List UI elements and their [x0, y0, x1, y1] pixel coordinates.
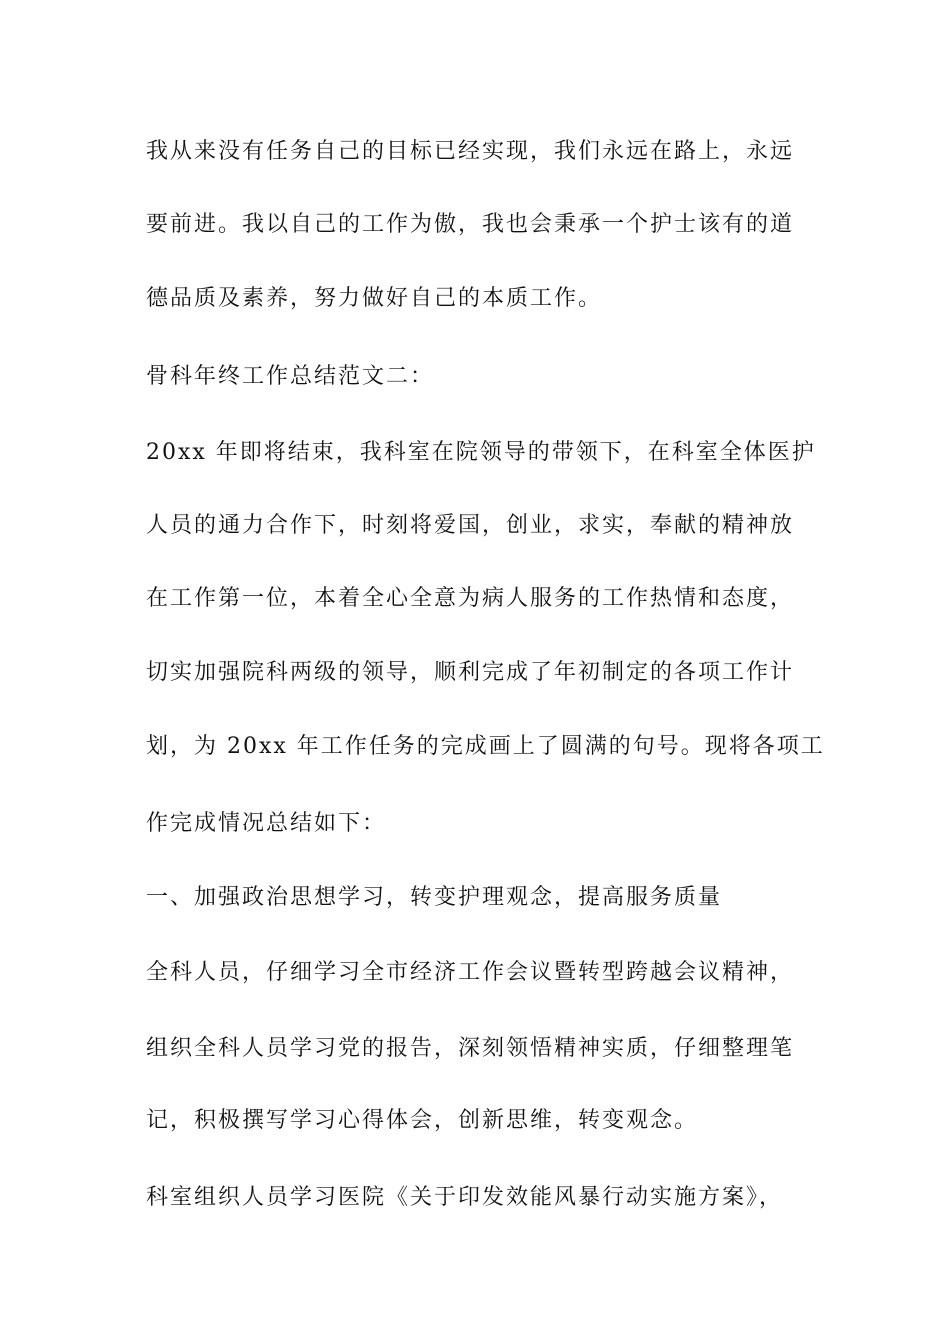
subsection-heading: 一、加强政治思想学习，转变护理观念，提高服务质量 — [146, 885, 723, 910]
text-line-5: 20xx 年即将结束，我科室在院领导的带领下，在科室全体医护 — [146, 440, 816, 465]
text-line-12: 全科人员，仔细学习全市经济工作会议暨转型跨越会议精神， — [146, 960, 795, 985]
text-line-7: 在工作第一位，本着全心全意为病人服务的工作热情和态度， — [146, 586, 795, 611]
text-line-8: 切实加强院科两级的领导，顺利完成了年初制定的各项工作计 — [146, 660, 795, 685]
text-line-10: 作完成情况总结如下： — [146, 811, 387, 836]
text-line-9: 划，为 20xx 年工作任务的完成画上了圆满的句号。现将各项工 — [146, 734, 825, 759]
text-line-1: 我从来没有任务自己的目标已经实现，我们永远在路上，永远 — [146, 139, 795, 164]
text-line-14: 记，积极撰写学习心得体会，创新思维，转变观念。 — [146, 1108, 699, 1133]
text-line-3: 德品质及素养，努力做好自己的本质工作。 — [146, 286, 603, 311]
text-line-13: 组织全科人员学习党的报告，深刻领悟精神实质，仔细整理笔 — [146, 1036, 795, 1061]
text-line-15: 科室组织人员学习医院《关于印发效能风暴行动实施方案》， — [146, 1185, 784, 1210]
text-line-2: 要前进。我以自己的工作为傲，我也会秉承一个护士该有的道 — [146, 212, 795, 237]
text-line-6: 人员的通力合作下，时刻将爱国，创业，求实，奉献的精神放 — [146, 513, 795, 538]
section-heading: 骨科年终工作总结范文二： — [146, 364, 435, 389]
